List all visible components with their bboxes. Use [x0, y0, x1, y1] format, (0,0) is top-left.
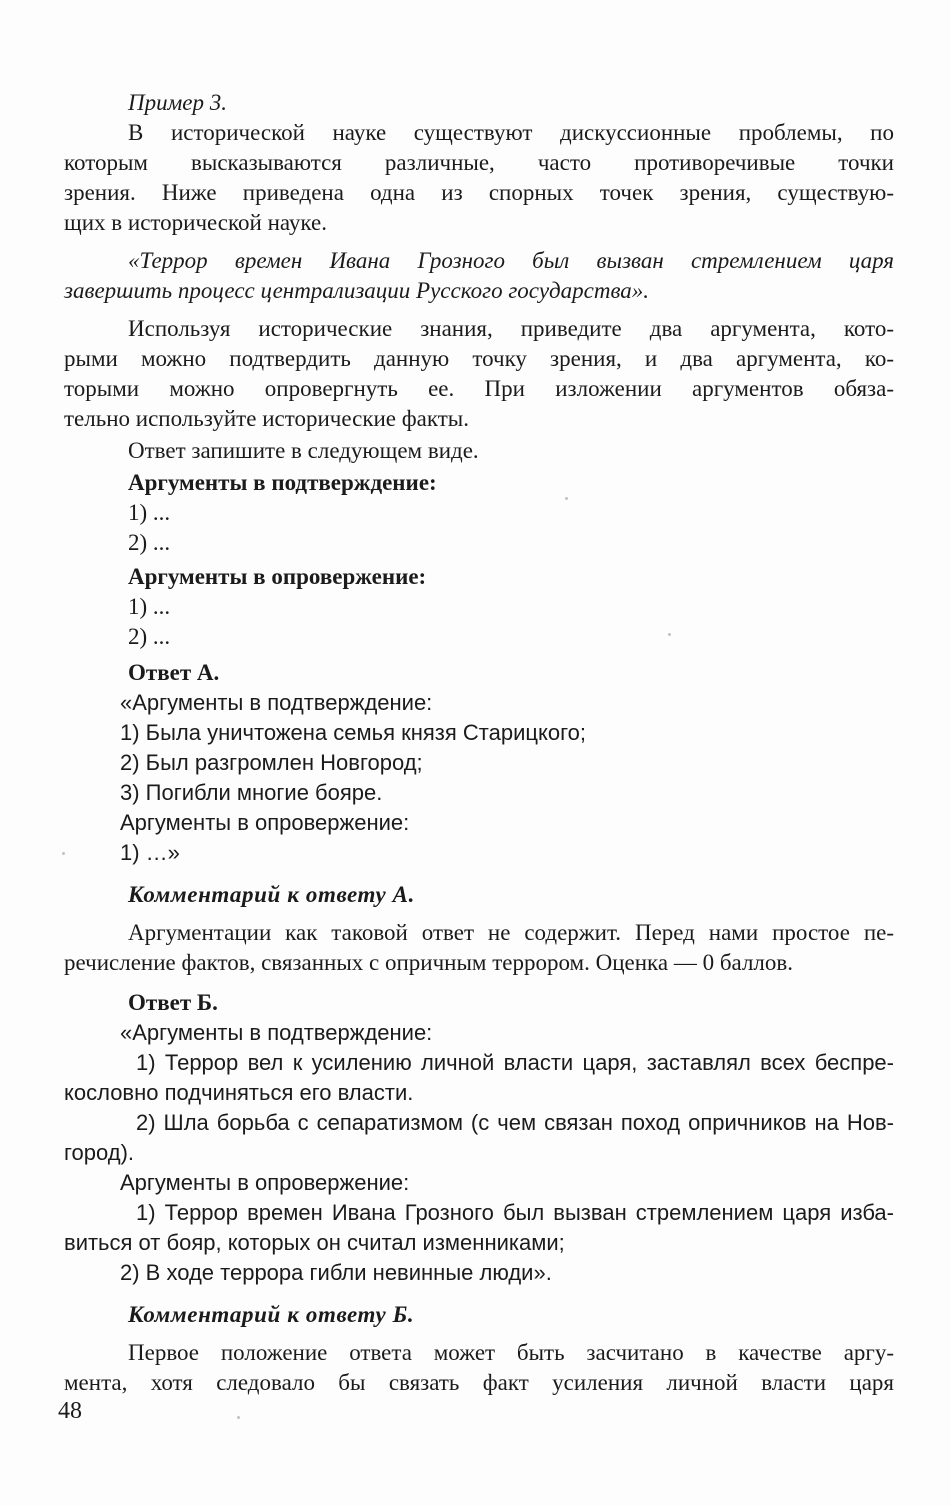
- intro-paragraph-line: В исторической науке существуют дискуссионные проблемы, по: [128, 120, 894, 145]
- page-content: [64, 88, 894, 1398]
- scan-speck: [62, 852, 65, 855]
- intro-paragraph-line: зрения. Ниже приведена одна из спорных точек зрения, существую-: [64, 180, 894, 205]
- answer-a-line: 1) Была уничтожена семья князя Старицкого;: [120, 720, 586, 745]
- task-paragraph-line: тельно используйте исторические факты.: [64, 406, 470, 431]
- answer-b-line: кословно подчиняться его власти.: [64, 1080, 414, 1105]
- answer-a-heading: Ответ А.: [128, 660, 220, 685]
- against-placeholder-item: 1) ...: [128, 594, 171, 619]
- comment-b-heading: Комментарий к ответу Б.: [128, 1302, 415, 1327]
- intro-paragraph-line: щих в исторической науке.: [64, 210, 327, 235]
- task-paragraph-line: торыми можно опровергнуть ее. При изложении аргументов обяза-: [64, 376, 894, 401]
- answer-b-line: Аргументы в опровержение:: [120, 1170, 410, 1195]
- answer-a-line: 1) …»: [120, 840, 180, 865]
- viewpoint-quote-line: завершить процесс централизации Русского государства».: [64, 278, 650, 303]
- answer-b-heading: Ответ Б.: [128, 990, 218, 1015]
- intro-paragraph-line: которым высказываются различные, часто противоречивые точки: [64, 150, 894, 175]
- answer-b-line: 1) Террор времен Ивана Грозного был вызван стремлением царя изба-: [136, 1200, 894, 1225]
- answer-a-line: Аргументы в опровержение:: [120, 810, 410, 835]
- support-placeholder-item: 1) ...: [128, 500, 171, 525]
- answer-b-line: 2) Шла борьба с сепаратизмом (с чем связан поход опричников на Нов-: [136, 1110, 894, 1135]
- support-placeholder-item: 2) ...: [128, 530, 171, 555]
- scan-speck: [237, 1416, 240, 1419]
- arguments-support-label: Аргументы в подтверждение:: [128, 470, 437, 495]
- viewpoint-quote-line: «Террор времен Ивана Грозного был вызван стремлением царя: [128, 248, 894, 273]
- answer-format-intro: Ответ запишите в следующем виде.: [128, 438, 479, 463]
- answer-b-line: виться от бояр, которых он считал изменниками;: [64, 1230, 565, 1255]
- comment-a-line: речисление фактов, связанных с опричным террором. Оценка — 0 баллов.: [64, 950, 794, 975]
- arguments-against-label: Аргументы в опровержение:: [128, 564, 427, 589]
- answer-b-line: город).: [64, 1140, 135, 1165]
- answer-a-line: 2) Был разгромлен Новгород;: [120, 750, 423, 775]
- page-number: 48: [58, 1398, 82, 1424]
- task-paragraph-line: рыми можно подтвердить данную точку зрения, и два аргумента, ко-: [64, 346, 894, 371]
- answer-a-line: 3) Погибли многие бояре.: [120, 780, 383, 805]
- scan-speck: [668, 633, 671, 636]
- answer-b-line: 2) В ходе террора гибли невинные люди».: [120, 1260, 552, 1285]
- comment-b-line: Первое положение ответа может быть засчитано в качестве аргу-: [128, 1340, 894, 1365]
- example-heading: Пример 3.: [128, 90, 227, 115]
- against-placeholder-item: 2) ...: [128, 624, 171, 649]
- scan-speck: [565, 497, 568, 500]
- comment-a-heading: Комментарий к ответу А.: [128, 882, 415, 907]
- task-paragraph-line: Используя исторические знания, приведите два аргумента, кото-: [128, 316, 894, 341]
- answer-b-line: 1) Террор вел к усилению личной власти царя, заставлял всех беспре-: [136, 1050, 894, 1075]
- comment-a-line: Аргументации как таковой ответ не содержит. Перед нами простое пе-: [128, 920, 894, 945]
- answer-a-line: «Аргументы в подтверждение:: [120, 690, 433, 715]
- answer-b-line: «Аргументы в подтверждение:: [120, 1020, 433, 1045]
- comment-b-line: мента, хотя следовало бы связать факт усиления личной власти царя: [64, 1370, 894, 1395]
